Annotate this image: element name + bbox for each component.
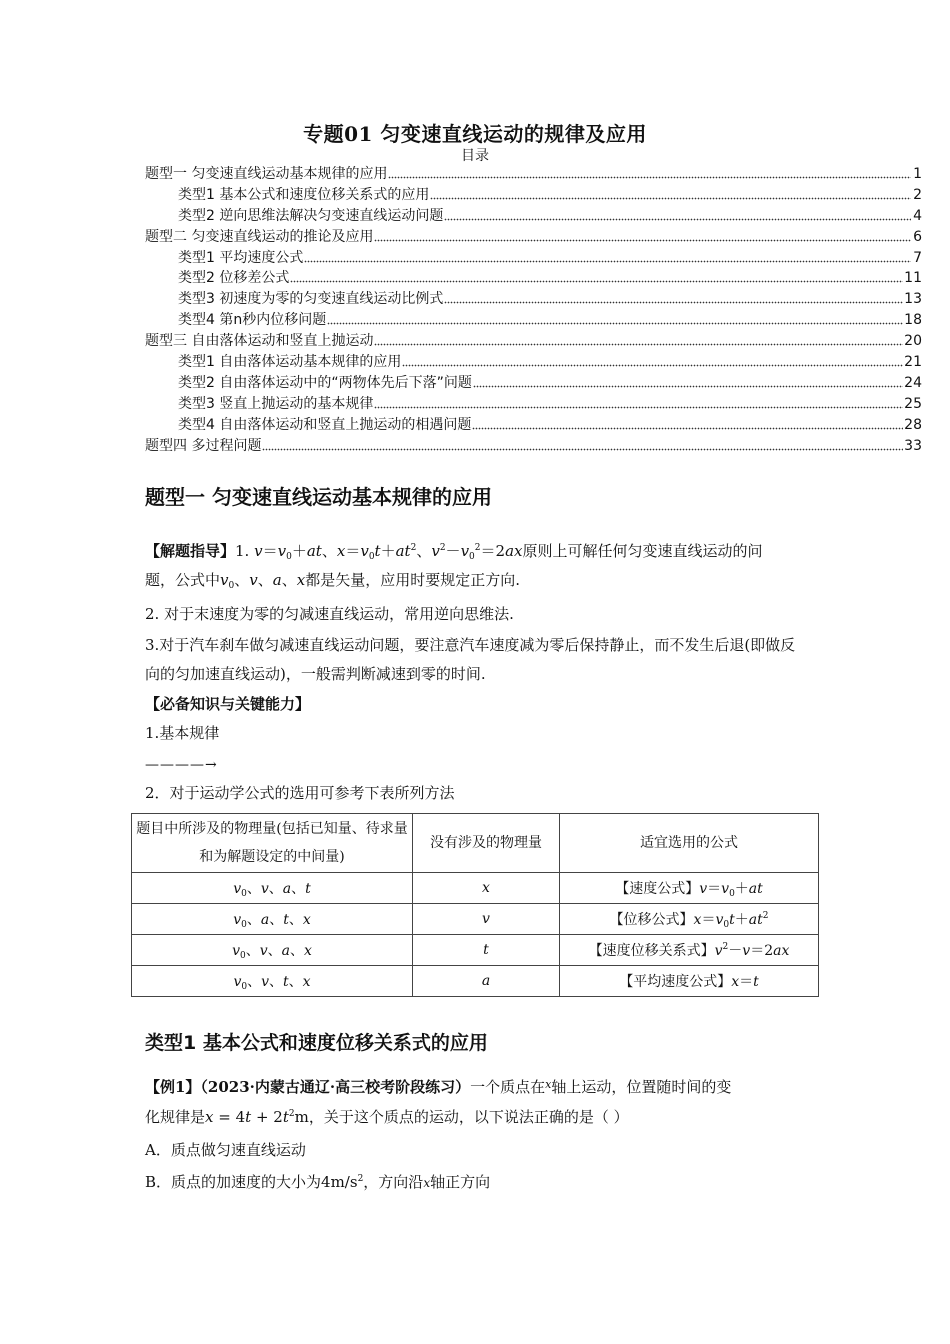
toc-page-number: 28 <box>904 416 922 433</box>
toc-page-number: 4 <box>913 207 922 224</box>
toc-entry[interactable] <box>145 288 922 309</box>
toc-entry-text: 类型3 初速度为零的匀变速直线运动比例式 <box>178 291 444 308</box>
toc-entry[interactable] <box>145 247 922 268</box>
table-row <box>132 873 819 904</box>
arrow-line: ————→ <box>145 757 218 773</box>
toc-entry-text: 类型1 基本公式和速度位移关系式的应用 <box>178 186 430 203</box>
toc-leader-dots <box>374 333 903 347</box>
table-cell-quantities: $v_0$、a、t、x <box>132 904 413 935</box>
toc-heading: 目录 <box>461 148 489 164</box>
table-row <box>132 935 819 966</box>
table-cell-formula: 【速度位移关系式】$v^2-v=2ax$ <box>560 935 819 966</box>
guide-text-2: 题，公式中 <box>145 571 221 589</box>
table-header-missing: 没有涉及的物理量 <box>413 814 560 873</box>
toc-entry-text: 类型2 位移差公式 <box>178 270 290 287</box>
toc-page-number: 7 <box>913 249 922 266</box>
toc-page-number: 11 <box>904 270 922 287</box>
option-b: B．质点的加速度的大小为$4m/s^2$，方向沿x轴正方向 <box>145 1173 491 1191</box>
toc-leader-dots <box>444 291 903 305</box>
basic-law-label: 1.基本规律 <box>145 724 220 742</box>
table-header-formula: 适宜选用的公式 <box>560 814 819 873</box>
table-cell-missing: a <box>413 966 560 997</box>
example-1-stem: 【例1】（2023·内蒙古通辽·高三校考阶段练习）一个质点在$^x$轴上运动，位置随时间的变 化规律是$x = 4t + 2t^2m$，关于这个质点的运动，以下说法正确的是（ ） <box>145 1078 732 1126</box>
table-cell-formula: 【平均速度公式】x＝t <box>560 966 819 997</box>
toc-page-number: 21 <box>904 354 922 371</box>
guide-point-2: 2. 对于末速度为零的匀减速直线运动，常用逆向思维法. <box>145 605 514 623</box>
example-label: 【例1】（2023·内蒙古通辽·高三校考阶段练习） <box>145 1078 471 1096</box>
toc-entry-text: 类型1 自由落体运动基本规律的应用 <box>178 354 402 371</box>
knowledge-label: 【必备知识与关键能力】 <box>145 695 311 713</box>
toc-leader-dots <box>374 396 903 410</box>
table-cell-missing: v <box>413 904 560 935</box>
toc-entry-text: 类型4 第n秒内位移问题 <box>178 312 327 329</box>
guide-text-1: 原则上可解任何匀变速直线运动的问 <box>522 542 763 560</box>
toc-leader-dots <box>472 417 903 431</box>
toc-page-number: 25 <box>904 395 922 412</box>
toc-page-number: 20 <box>904 333 922 350</box>
toc-page-number: 18 <box>904 312 922 329</box>
toc-entry[interactable] <box>145 393 922 414</box>
toc-page-number: 13 <box>904 291 922 308</box>
toc-entry[interactable] <box>145 330 922 351</box>
toc-entry-text: 题型四 多过程问题 <box>145 437 262 454</box>
table-of-contents <box>145 163 922 455</box>
toc-entry-text: 类型2 自由落体运动中的“两物体先后下落”问题 <box>178 374 472 391</box>
guide-paragraph: 【解题指导】1. $v=v_0+at$、$x=v_0t+at^2$、$v^2-v_0^2=2ax$原则上可解任何匀变速直线运动的问 题，公式中$v_0$、v、a、x都是矢量，应用时要规定正方向. <box>145 542 763 591</box>
table-header-row <box>132 814 819 873</box>
guide-label: 【解题指导】 <box>145 542 236 560</box>
toc-page-number: 6 <box>913 228 922 245</box>
toc-entry[interactable] <box>145 184 922 205</box>
table-cell-quantities: $v_0$、v、a、x <box>132 935 413 966</box>
table-cell-formula: 【速度公式】$v=v_0+at$ <box>560 873 819 904</box>
toc-leader-dots <box>262 438 903 452</box>
toc-page-number: 2 <box>913 186 922 203</box>
toc-entry[interactable] <box>145 205 922 226</box>
toc-entry-text: 类型4 自由落体运动和竖直上抛运动的相遇问题 <box>178 416 472 433</box>
table-intro: 2．对于运动学公式的选用可参考下表所列方法 <box>145 784 455 802</box>
toc-entry-text: 题型一 匀变速直线运动基本规律的应用 <box>145 166 388 182</box>
table-row <box>132 966 819 997</box>
toc-page-number: 1 <box>913 166 922 182</box>
section-heading-1: 题型一 匀变速直线运动基本规律的应用 <box>145 485 492 509</box>
table-header-quantities: 题目中所涉及的物理量(包括已知量、待求量和为解题设定的中间量) <box>132 814 413 873</box>
toc-entry[interactable] <box>145 309 922 330</box>
guide-text-3: 都是矢量，应用时要规定正方向. <box>305 571 520 589</box>
toc-leader-dots <box>444 208 911 222</box>
section-heading-2: 类型1 基本公式和速度位移关系式的应用 <box>145 1032 488 1054</box>
toc-leader-dots <box>473 375 903 389</box>
formula-selection-table <box>131 813 819 997</box>
document-title: 专题01 匀变速直线运动的规律及应用 <box>303 122 647 146</box>
toc-leader-dots <box>402 354 903 368</box>
toc-leader-dots <box>430 187 911 201</box>
table-cell-quantities: $v_0$、v、a、t <box>132 873 413 904</box>
option-a: A．质点做匀速直线运动 <box>145 1141 306 1159</box>
toc-entry[interactable] <box>145 163 922 184</box>
toc-leader-dots <box>290 270 903 284</box>
toc-leader-dots <box>304 250 911 264</box>
table-row <box>132 904 819 935</box>
toc-entry-text: 题型三 自由落体运动和竖直上抛运动 <box>145 333 374 350</box>
table-cell-quantities: $v_0$、v、t、x <box>132 966 413 997</box>
toc-entry[interactable] <box>145 435 922 456</box>
toc-leader-dots <box>388 166 911 180</box>
toc-entry[interactable] <box>145 351 922 372</box>
table-cell-missing: x <box>413 873 560 904</box>
table-cell-formula: 【位移公式】$x=v_0t+at^2$ <box>560 904 819 935</box>
table-cell-missing: t <box>413 935 560 966</box>
toc-leader-dots <box>327 312 903 326</box>
toc-entry-text: 类型1 平均速度公式 <box>178 249 304 266</box>
guide-point-3: 3.对于汽车刹车做匀减速直线运动问题，要注意汽车速度减为零后保持静止，而不发生后退(即做反向的匀加速直线运动)，一般需判断减速到零的时间. <box>145 636 796 683</box>
toc-leader-dots <box>374 229 911 243</box>
toc-entry-text: 类型2 逆向思维法解决匀变速直线运动问题 <box>178 207 444 224</box>
toc-entry-text: 类型3 竖直上抛运动的基本规律 <box>178 395 374 412</box>
toc-entry[interactable] <box>145 372 922 393</box>
toc-page-number: 24 <box>904 374 922 391</box>
toc-entry[interactable] <box>145 226 922 247</box>
toc-entry[interactable] <box>145 267 922 288</box>
toc-entry[interactable] <box>145 414 922 435</box>
toc-entry-text: 题型二 匀变速直线运动的推论及应用 <box>145 228 374 245</box>
toc-page-number: 33 <box>904 437 922 454</box>
